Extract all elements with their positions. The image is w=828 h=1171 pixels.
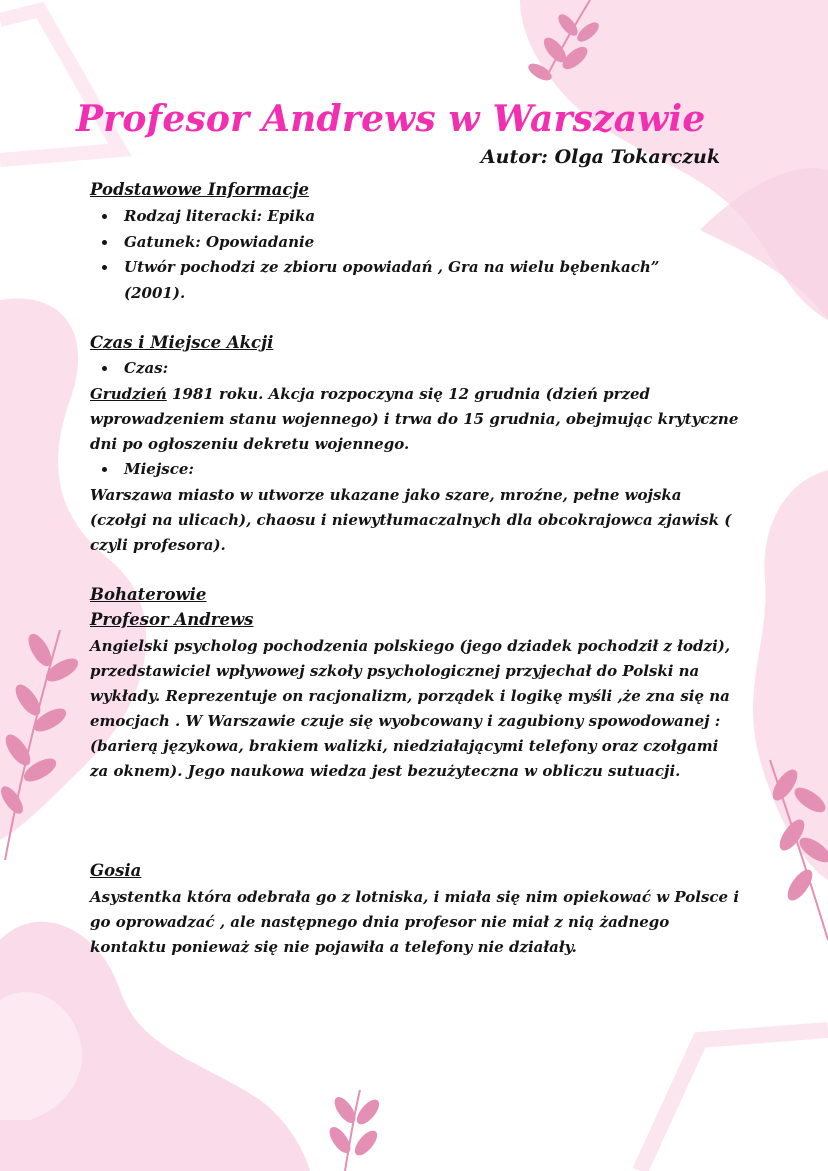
list-item: • Utwór pochodzi ze zbioru opowiadań , Gra na wielu bębenkach” (2001). [118, 255, 718, 306]
author-line: Autor: Olga Tokarczuk [480, 146, 720, 168]
time-label-list [96, 356, 718, 382]
section-heading-basic-info: Podstawowe Informacje [90, 180, 309, 199]
basic-info-list [96, 204, 718, 306]
list-item: • Rodzaj literacki: Epika [118, 204, 718, 230]
character-name-gosia: Gosia [90, 861, 142, 880]
list-item: • Gatunek: Opowiadanie [118, 230, 718, 256]
time-description [90, 382, 740, 457]
time-label: • Czas: [118, 356, 718, 382]
character-name-andrews: Profesor Andrews [90, 610, 254, 629]
place-label: • Miejsce: [118, 457, 718, 483]
section-heading-characters: Bohaterowie [90, 585, 207, 604]
time-text: 1981 roku. Akcja rozpoczyna się 12 grudnia (dzień przed wprowadzeniem stanu wojennego) i trwa do 15 grudnia, obejmując krytyczne dni po ogłoszeniu dekretu wojennego. [90, 385, 739, 453]
page-title: Profesor Andrews w Warszawie [76, 98, 706, 140]
place-label-list [96, 457, 718, 483]
place-description: Warszawa miasto w utworze ukazane jako szare, mroźne, pełne wojska (czołgi na ulicach), chaosu i niewytłumaczalnych dla obcokrajowca zjawisk ( czyli profesora). [90, 486, 732, 554]
character-description-gosia: Asystentka która odebrała go z lotniska, i miała się nim opiekować w Polsce i go oprowadzać , ale następnego dnia profesor nie miał z nią żadnego kontaktu ponieważ się nie pojawiła a telefony nie działały. [90, 888, 740, 956]
time-month: Grudzień [90, 385, 167, 403]
section-heading-time-place: Czas i Miejsce Akcji [90, 333, 274, 352]
character-description-andrews: Angielski psycholog pochodzenia polskiego (jego dziadek pochodził z łodzi), przedstawiciel wpływowej szkoły psychologicznej przyjechał do Polski na wykłady. Reprezentuje on racjonalizm, porządek i logikę myśli ,że zna się na emocjach . W Warszawie czuje się wyobcowany i zagubiony spowodowanej : (barierą językowa, brakiem walizki, niedziałającymi telefony oraz czołgami za oknem). Jego naukowa wiedza jest bezużyteczna w obliczu sutuacji. [90, 637, 731, 780]
